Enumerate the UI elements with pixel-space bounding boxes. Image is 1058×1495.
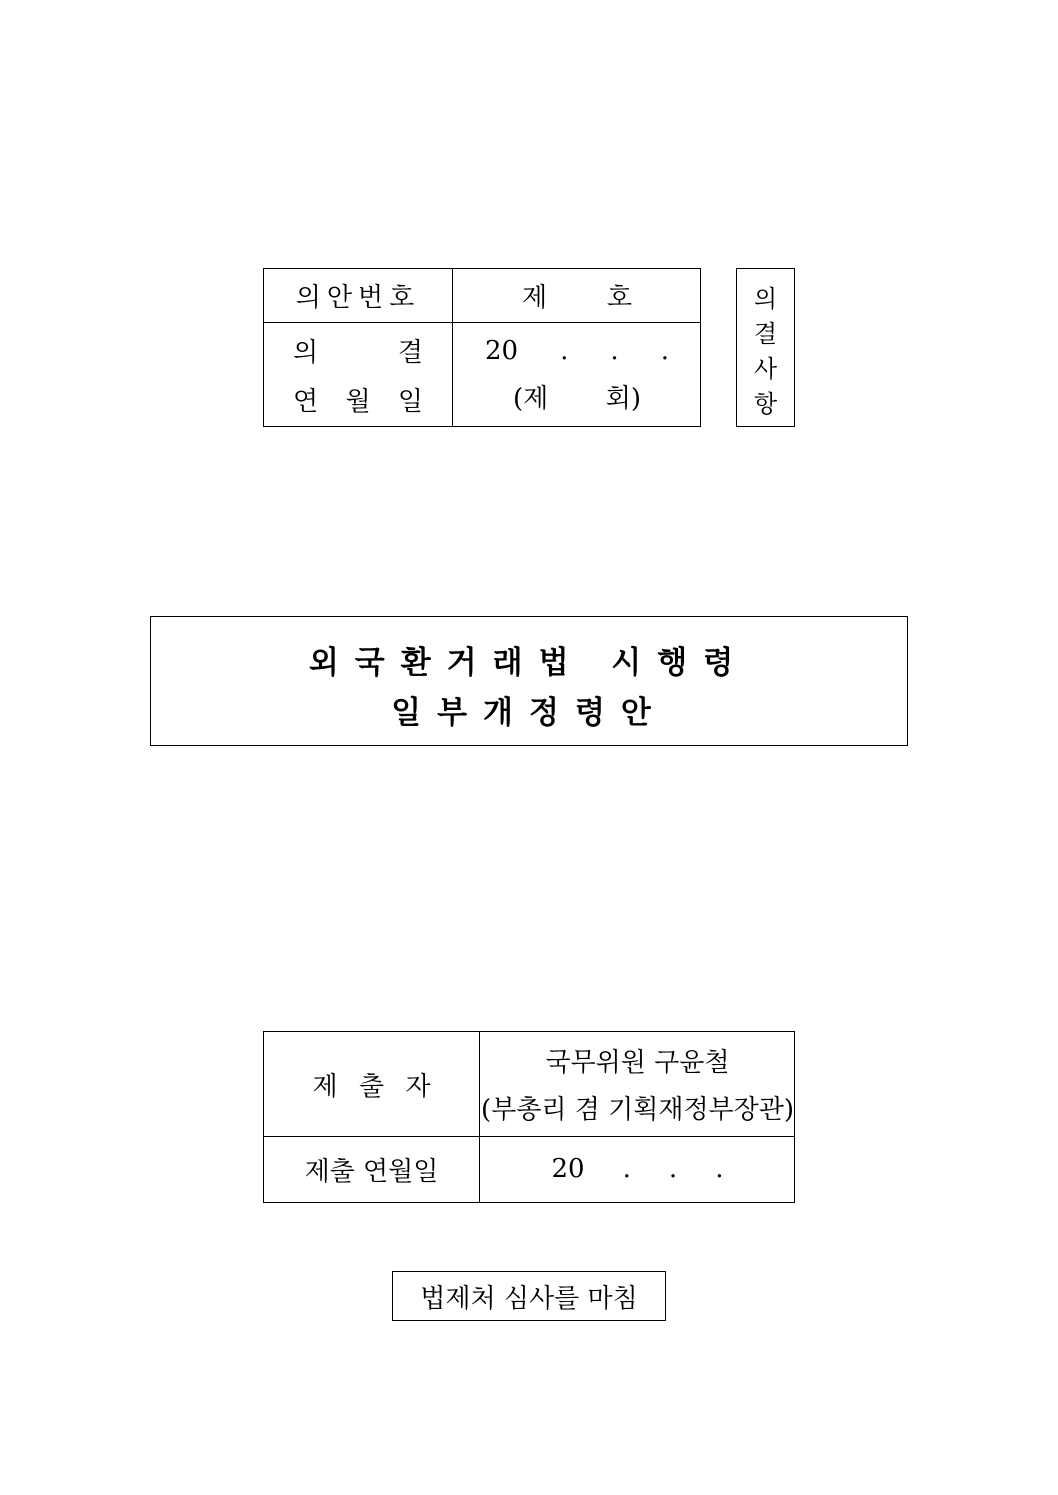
session-suffix: 회)	[605, 383, 641, 414]
year-prefix: 20	[485, 335, 519, 366]
title-line-1: 외국환거래법 시행령	[308, 645, 750, 681]
bill-number-suffix: 호	[606, 283, 632, 313]
date-dot: .	[660, 335, 669, 366]
resolution-item-char: 결	[753, 320, 778, 348]
submit-date-value	[479, 1136, 796, 1202]
resolution-item-char: 사	[753, 355, 778, 383]
bill-info-table	[263, 268, 701, 427]
resolution-label-char: 의	[293, 338, 319, 368]
submitter-label-char: 출	[358, 1071, 385, 1102]
review-stamp: 법제처 심사를 마침	[392, 1271, 666, 1321]
bill-number-value	[452, 269, 702, 322]
resolution-date-label	[264, 322, 452, 428]
title-line-2: 일부개정령안	[391, 695, 667, 731]
submitter-name: 국무위원 구윤철	[545, 1048, 730, 1078]
submitter-table	[263, 1031, 795, 1203]
bill-number-label: 의안번호	[295, 283, 421, 313]
resolution-label-char: 결	[397, 338, 423, 368]
bill-number-prefix: 제	[522, 283, 548, 313]
date-dot: .	[715, 1154, 724, 1184]
submitter-title: (부총리 겸 기획재정부장관)	[480, 1095, 795, 1125]
resolution-date-value	[452, 322, 702, 428]
resolution-item-char: 항	[753, 390, 778, 418]
submitter-value	[479, 1032, 796, 1136]
date-dot: .	[668, 1154, 678, 1184]
resolution-items-box	[736, 268, 795, 427]
date-dot: .	[560, 335, 569, 366]
date-dot: .	[610, 335, 619, 366]
year-prefix: 20	[551, 1154, 585, 1184]
submit-date-label: 제출 연월일	[304, 1156, 439, 1187]
document-title-box	[150, 616, 908, 746]
date-label-char: 연	[293, 387, 319, 417]
submitter-label	[264, 1032, 479, 1136]
date-dot: .	[622, 1154, 631, 1184]
submitter-label-char: 자	[405, 1071, 431, 1102]
resolution-item-char: 의	[753, 285, 778, 313]
date-label-char: 월	[345, 387, 371, 417]
submitter-label-char: 제	[312, 1071, 338, 1102]
session-prefix: (제	[513, 383, 549, 414]
date-label-char: 일	[397, 387, 423, 417]
